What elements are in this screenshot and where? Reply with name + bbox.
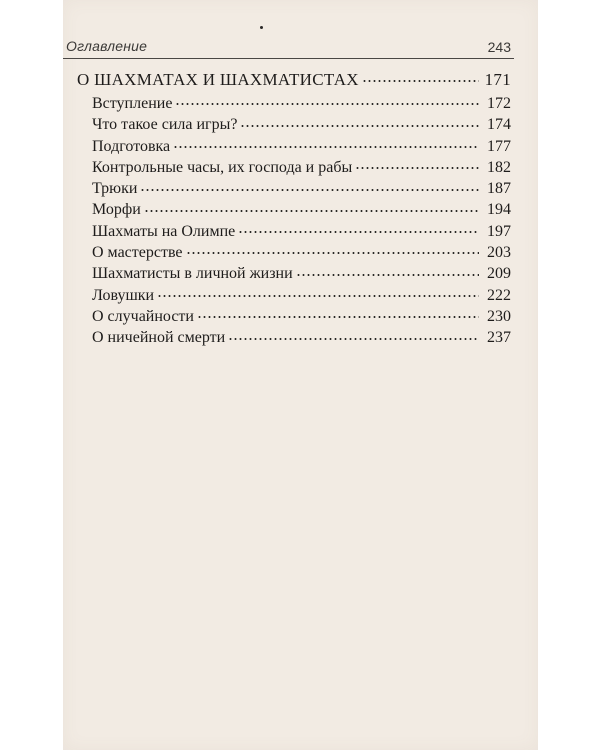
toc-entry-page: 230 — [487, 307, 511, 325]
toc-entry-page: 222 — [487, 286, 511, 304]
toc-leader-dots — [175, 93, 479, 109]
toc-entry-row — [77, 305, 511, 326]
toc-leader-dots — [144, 199, 479, 215]
toc-entry-title: Что такое сила игры? — [92, 116, 238, 134]
toc-leader-dots — [355, 157, 479, 173]
toc-entry-page: 237 — [487, 329, 511, 347]
toc-entry-row — [77, 92, 511, 113]
toc-entry-row — [77, 220, 511, 241]
toc-entry-row — [77, 262, 511, 283]
ink-speck — [260, 26, 263, 29]
toc-entry-title: О случайности — [92, 307, 194, 325]
toc-leader-dots — [173, 136, 479, 152]
book-page — [63, 0, 538, 750]
toc-entry-row — [77, 326, 511, 347]
toc-leader-dots — [240, 114, 479, 130]
toc-entry-page: 187 — [487, 180, 511, 198]
toc-entry-row — [77, 284, 511, 305]
toc-section-row — [77, 68, 511, 92]
toc-entry-row — [77, 135, 511, 156]
toc-leader-dots — [140, 178, 479, 194]
toc-entry-title: Морфи — [92, 201, 141, 219]
toc-entry-page: 197 — [487, 222, 511, 240]
toc-entry-title: Шахматисты в личной жизни — [92, 265, 293, 283]
toc-entry-title: Контрольные часы, их господа и рабы — [92, 158, 353, 176]
toc-leader-dots — [362, 69, 479, 86]
toc-entry-page: 182 — [487, 158, 511, 176]
toc-section-page: 171 — [484, 70, 511, 89]
toc-entry-row — [77, 113, 511, 134]
toc-entry-page: 177 — [487, 137, 511, 155]
toc-entry-row — [77, 241, 511, 262]
toc-entry-page: 194 — [487, 201, 511, 219]
toc-entry-title: Подготовка — [92, 137, 171, 155]
toc-entry-page: 203 — [487, 244, 511, 262]
table-of-contents — [77, 68, 511, 348]
toc-leader-dots — [228, 327, 479, 343]
toc-entry-page: 209 — [487, 265, 511, 283]
header-page-number: 243 — [487, 39, 511, 55]
toc-leader-dots — [157, 285, 479, 301]
running-header — [63, 38, 514, 59]
toc-entry-title: Трюки — [92, 180, 138, 198]
toc-leader-dots — [296, 263, 479, 279]
toc-entry-title: Вступление — [92, 95, 173, 112]
toc-entry-page: 174 — [487, 116, 511, 134]
toc-entry-title: О мастерстве — [92, 244, 183, 262]
toc-section-title: О ШАХМАТАХ И ШАХМАТИСТАХ — [77, 70, 359, 89]
toc-entry-row — [77, 198, 511, 219]
toc-entry-page: 172 — [487, 95, 511, 112]
toc-entry-row — [77, 177, 511, 198]
header-title: Оглавление — [66, 38, 148, 54]
toc-leader-dots — [238, 221, 479, 237]
toc-leader-dots — [186, 242, 479, 258]
toc-entry-title: Шахматы на Олимпе — [92, 222, 236, 240]
toc-entry-title: Ловушки — [92, 286, 155, 304]
toc-leader-dots — [197, 306, 479, 322]
toc-entry-title: О ничейной смерти — [92, 329, 226, 347]
toc-entry-row — [77, 156, 511, 177]
